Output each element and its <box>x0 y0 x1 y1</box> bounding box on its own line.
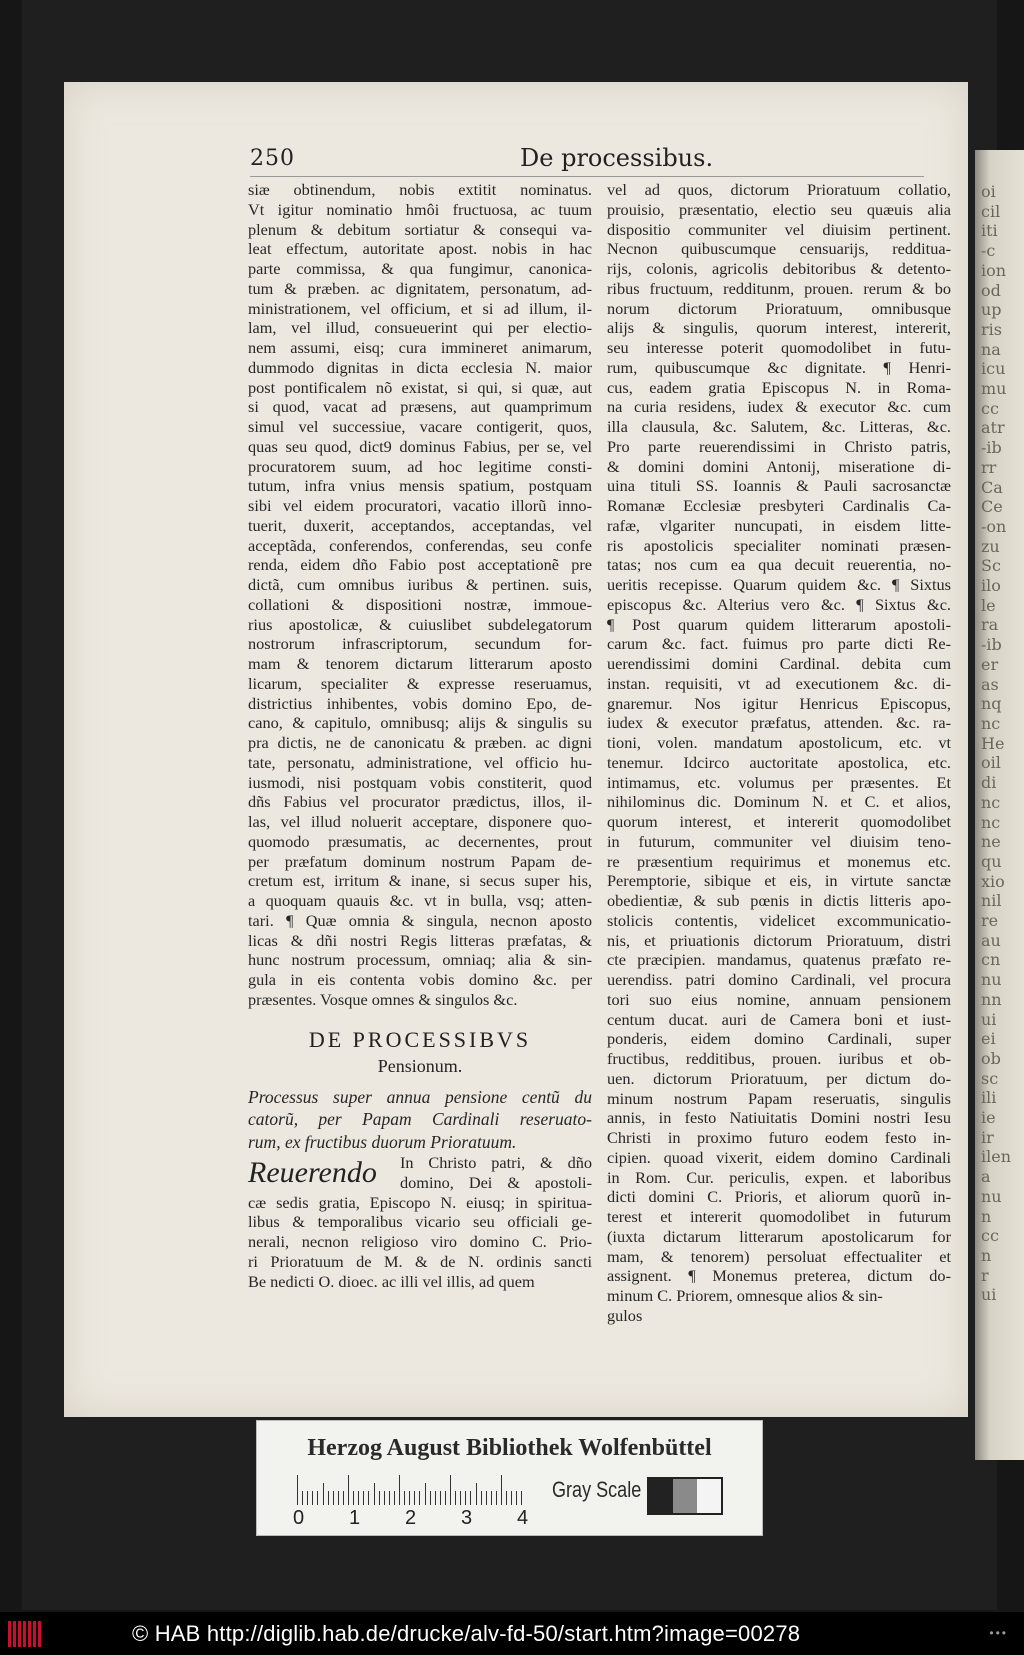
text-line: dummodo dignitas in dicta ecclesia N. maior <box>248 357 592 377</box>
ruler-tick <box>333 1491 334 1505</box>
ruler-tick <box>521 1491 522 1505</box>
facing-page-fragment: ne <box>981 832 1001 852</box>
ruler-tick <box>363 1491 364 1505</box>
ruler-tick <box>481 1491 482 1505</box>
left-text-column <box>248 180 592 1291</box>
facing-page-fragment: Ca <box>981 477 1003 497</box>
text-line: tioni, volen. mandatum apostolicum, etc. vt <box>607 733 951 752</box>
text-line: centum ducat. auri de Camera boni et iust- <box>607 1009 951 1029</box>
facing-page-fragment: up <box>981 300 1002 320</box>
text-line: na curia residens, iudex & executor &c. cum <box>607 397 951 417</box>
color-calibration-card <box>256 1420 763 1536</box>
ruler-tick <box>440 1491 441 1505</box>
ruler-tick <box>491 1491 492 1505</box>
text-line: ris apostolicis specialiter nominati præsen- <box>607 535 951 555</box>
facing-page-fragment: -c <box>981 241 996 261</box>
facing-page-fragment: as <box>981 674 999 694</box>
logo-bar <box>8 1621 11 1647</box>
text-line: & domini domini Antonij, miseratione di- <box>607 456 951 476</box>
text-line: cæ sedis gratia, Episcopo N. eiusq; in spiritua- <box>248 1192 592 1212</box>
drop-word-block <box>248 1153 592 1193</box>
text-line: nis, et priuationis dictorum Prioratuum, distri <box>607 930 951 950</box>
text-line: prouisio, præsentatio, electio seu quæuis alia <box>607 199 951 219</box>
ruler-tick <box>338 1491 339 1505</box>
ruler-tick <box>476 1483 477 1505</box>
facing-page-fragment: mu <box>981 379 1007 399</box>
facing-page-fragment: r <box>981 1265 989 1285</box>
text-line: gnaremur. Nos igitur Henricus Episcopus, <box>607 693 951 713</box>
text-line: tuerit, duxerit, acceptandos, acceptandas, vel <box>248 515 592 535</box>
text-line: post pontificalem nõ existat, si qui, si quæ, aut <box>248 377 592 397</box>
facing-page-fragment: ob <box>981 1048 1001 1068</box>
text-line: vel ad quos, dictorum Prioratuum collatio, <box>607 180 951 199</box>
facing-page-fragment: n <box>981 1206 992 1226</box>
text-line: Vt igitur nominatio hmôi fructuosa, ac tuum <box>248 199 592 219</box>
text-line: nem assumi, eisq; cura immineret animarum, <box>248 338 592 357</box>
facing-page-fragment: qu <box>981 851 1002 871</box>
facing-page-fragment: nil <box>981 891 1002 911</box>
facing-page-fragment: He <box>981 733 1005 753</box>
facing-page-fragment: cil <box>981 201 1001 221</box>
scale-ruler <box>297 1475 527 1505</box>
text-line: leat effectum, autoritate apost. nobis in hac <box>248 239 592 259</box>
text-line: tutum, infra vnius mensis spatium, postquam <box>248 476 592 496</box>
text-line: nihilominus dic. Dominum N. et C. et alios, <box>607 792 951 812</box>
facing-page-fragment: iti <box>981 221 998 241</box>
facing-page-fragment: icu <box>981 359 1006 379</box>
text-line: Peremptorie, sibique et eis, in virtute sanctæ <box>607 871 951 891</box>
text-line: in futurum, communiter vel diuisim teno- <box>607 831 951 851</box>
page-header <box>250 146 924 177</box>
ruler-tick <box>450 1475 451 1505</box>
ruler-tick <box>445 1491 446 1505</box>
text-line: districtius inhibentes, vobis domino Epo, de- <box>248 693 592 713</box>
left-column-body <box>248 180 592 1010</box>
facing-page-fragment: ei <box>981 1029 996 1049</box>
ruler-tick <box>399 1475 400 1505</box>
ruler-tick <box>516 1491 517 1505</box>
text-line: procuratorem suum, ad hoc legitime consti- <box>248 456 592 476</box>
ruler-tick <box>353 1491 354 1505</box>
facing-page-fragment: atr <box>981 418 1005 438</box>
grayscale-patches <box>647 1477 723 1515</box>
text-line: tatas; nos cum ea qua decuit reuerentia, no- <box>607 555 951 575</box>
text-line: dispositio communiter vel diuisim pertinent. <box>607 219 951 239</box>
text-line: licas & dñi nostri Regis litteras præfatas, & <box>248 930 592 950</box>
facing-page-fragment: nu <box>981 1186 1002 1206</box>
text-line: Be nedicti O. dioec. ac illi vel illis, ad quem <box>248 1271 535 1291</box>
text-line: quomodo præsumatis, ac decernentes, prout <box>248 831 592 851</box>
ruler-tick <box>348 1475 349 1505</box>
facing-page-fragment: ion <box>981 260 1007 280</box>
facing-page-fragment: ui <box>981 1285 997 1305</box>
text-line: Christi in proximo futuro eodem festo in- <box>607 1128 951 1147</box>
facing-page-fragment: zu <box>981 536 1000 556</box>
text-line: tenemur. Idcirco auctoritate apostolica, etc. <box>607 752 951 772</box>
left-column-tail <box>248 1193 592 1292</box>
facing-page-fragment: a <box>981 1167 991 1187</box>
text-line: rafæ, vlgariter nuncupati, in eisdem litte- <box>607 515 951 535</box>
text-line: domino, Dei & apostoli- <box>400 1172 592 1192</box>
text-line: instan. requisiti, vt ad executionem &c. di- <box>607 673 951 693</box>
text-line: Romanæ Ecclesiæ presbyteri Cardinalis Ca- <box>607 496 951 515</box>
text-line: In Christo patri, & dño <box>400 1153 592 1172</box>
facing-page-fragment: ris <box>981 319 1002 339</box>
ruler-tick <box>384 1491 385 1505</box>
ruler-tick <box>389 1491 390 1505</box>
facing-page-fragment: re <box>981 911 999 931</box>
text-line: illa clausula, &c. Salutem, &c. Litteras, &c. <box>607 417 951 436</box>
hab-logo-icon <box>8 1621 44 1647</box>
facing-page-fragment: nc <box>981 812 1001 832</box>
logo-bar <box>18 1621 21 1647</box>
ruler-tick <box>419 1491 420 1505</box>
facing-page-fragment: cc <box>981 398 999 418</box>
text-line: acceptãda, conferendos, conferendas, seu confe <box>248 535 592 555</box>
text-line: si quod, vacat ad præsens, aut quamprimum <box>248 397 592 417</box>
footer-bar <box>0 1612 1024 1655</box>
facing-page-fragment: ir <box>981 1127 994 1147</box>
ruler-number: 1 <box>349 1507 361 1529</box>
text-line: quorum interest, et intererit quomodolibet <box>607 812 951 831</box>
ruler-tick <box>465 1491 466 1505</box>
logo-bar <box>13 1621 16 1647</box>
text-line: Pro parte reuerendissimi in Christo patris, <box>607 436 951 456</box>
text-line: nerali, necnon religioso viro domino C. Prio- <box>248 1232 592 1251</box>
text-line: rijs, colonis, agricolis debitoribus & detento- <box>607 259 951 278</box>
text-line: tori suo eius nomine, annuam pensionem <box>607 989 951 1009</box>
gray-patch <box>649 1479 673 1513</box>
text-line: tari. ¶ Quæ omnia & singula, necnon aposto <box>248 910 592 930</box>
text-line: rum, quibuscumque &c dignitate. ¶ Henri- <box>607 357 951 377</box>
text-line: iusmodi, nisi postquam vobis constiterit, quod <box>248 772 592 792</box>
menu-dots-icon[interactable]: ••• <box>989 1626 1008 1640</box>
text-line: minum C. Priorem, omnesque alios & sin- <box>607 1286 883 1305</box>
text-line: minum nostrum Papam reseruatis, singulis <box>607 1088 951 1108</box>
ruler-tick <box>307 1491 308 1505</box>
facing-page-fragments <box>975 150 1024 1305</box>
right-column-body <box>607 180 951 1306</box>
text-line: alijs & singulis, quorum interest, intererit, <box>607 318 951 338</box>
facing-page-fragment: oi <box>981 182 996 201</box>
ruler-tick <box>358 1491 359 1505</box>
text-line: uen. dictorum Prioratuum, per dictum do- <box>607 1068 951 1088</box>
facing-page-fragment: ilen <box>981 1147 1012 1167</box>
page-number: 250 <box>250 146 295 171</box>
text-line: ribus fructuum, redditunm, prouen. rerum & bo <box>607 278 951 298</box>
ruler-tick <box>312 1491 313 1505</box>
footer-copyright-url[interactable]: © HAB http://diglib.hab.de/drucke/alv-fd-50/start.htm?image=00278 <box>132 1621 801 1646</box>
italic-heading-line: Processus super annua pensione centũ du <box>248 1086 592 1107</box>
ruler-tick <box>414 1491 415 1505</box>
facing-page-fragment: nn <box>981 989 1002 1009</box>
ruler-tick <box>496 1491 497 1505</box>
italic-heading-line: rum, ex fructibus duorum Prioratuum. <box>248 1131 517 1152</box>
text-line: ponderis, eidem domino Cardinali, super <box>607 1029 951 1049</box>
ruler-tick <box>404 1491 405 1505</box>
facing-page-fragment: nq <box>981 694 1002 714</box>
text-line: præsentes. Vosque omnes & singulos &c. <box>248 989 518 1009</box>
text-line: lam, vel illud, consueuerint qui per electio- <box>248 318 592 338</box>
text-line: renda, eidem dño Fabio post acceptationẽ pre <box>248 555 592 575</box>
text-line: mam & tenorem dictarum litterarum aposto <box>248 654 592 673</box>
text-line: gula in eis contenta vobis domino &c. per <box>248 970 592 989</box>
text-line: seu interesse poterit quomodolibet in futu- <box>607 338 951 357</box>
running-title: De processibus. <box>520 144 714 172</box>
ruler-tick <box>425 1483 426 1505</box>
text-line: cretum est, irritum & inane, si secus super his, <box>248 871 592 891</box>
ruler-tick <box>323 1483 324 1505</box>
facing-page-fragment: ili <box>981 1088 997 1108</box>
text-line: annis, in festo Natiuitatis Domini nostri Iesu <box>607 1108 951 1128</box>
ruler-tick <box>430 1491 431 1505</box>
facing-page-fragment: sc <box>981 1068 999 1088</box>
logo-bar <box>28 1621 31 1647</box>
text-line: fructibus, redditibus, prouen. iuribus et ob- <box>607 1049 951 1068</box>
ruler-tick <box>394 1491 395 1505</box>
facing-page-fragment: le <box>981 595 996 615</box>
text-line: mam, & tenorem) persoluat effectualiter et <box>607 1246 951 1266</box>
facing-page-fragment: ilo <box>981 576 1001 596</box>
text-line: pra dictis, ne de canonicatu & præben. ac digni <box>248 733 592 752</box>
facing-page-fragment: oil <box>981 753 1001 773</box>
facing-page-fragment: nu <box>981 970 1002 990</box>
text-line: intimamus, etc. volumus per præsentes. Et <box>607 772 951 792</box>
right-text-column <box>607 180 951 1326</box>
facing-page-fragment: od <box>981 280 1001 300</box>
facing-page-fragment: xio <box>981 871 1005 891</box>
section-title: DE PROCESSIBVS <box>308 1026 532 1052</box>
ruler-tick <box>317 1491 318 1505</box>
facing-page-fragment: nc <box>981 792 1001 812</box>
ruler-numbers <box>293 1507 553 1529</box>
facing-page-fragment: di <box>981 773 997 793</box>
facing-page-fragment: rr <box>981 457 997 477</box>
ruler-tick <box>409 1491 410 1505</box>
text-line: terest et intererit quomodolibet in futurum <box>607 1207 951 1226</box>
gray-patch <box>697 1479 721 1513</box>
text-line: in Rom. Cur. periculis, expen. et laboribus <box>607 1167 951 1187</box>
text-line: simul vel successiue, vacare contigerit, quos, <box>248 417 592 436</box>
text-line: sibi vel eidem procuratori, vacatio illorũ inno- <box>248 496 592 515</box>
gray-patch <box>673 1479 697 1513</box>
ruler-tick <box>328 1491 329 1505</box>
facing-page-fragment: cn <box>981 950 1001 970</box>
book-page <box>64 82 968 1417</box>
facing-page-fragment: n <box>981 1245 992 1265</box>
facing-page-fragment: nc <box>981 713 1001 733</box>
italic-heading-line: catorũ, per Papam Cardinali reseruato- <box>248 1109 592 1129</box>
grayscale-label: Gray Scale <box>552 1477 642 1502</box>
text-line: episcopus &c. Alterius vero &c. ¶ Sixtus &c. <box>607 594 951 614</box>
section-subtitle: Pensionum. <box>377 1055 463 1076</box>
logo-bar <box>23 1621 26 1647</box>
ruler-number: 0 <box>293 1507 305 1529</box>
text-line: ¶ Post quarum quidem litterarum apostoli- <box>607 614 951 634</box>
facing-page-fragment: Ce <box>981 497 1003 517</box>
text-line: a quoquam quauis &c. vt in bulla, vsq; atten- <box>248 891 592 910</box>
text-line: cipien. quoad vixerit, eidem domino Cardinali <box>607 1147 951 1167</box>
text-line: Necnon quibuscumque censuarijs, redditua- <box>607 239 951 259</box>
ruler-tick <box>343 1491 344 1505</box>
text-line: nostrorum infrascriptorum, secundum for- <box>248 634 592 654</box>
facing-page-fragment: na <box>981 339 1001 359</box>
logo-bar <box>33 1621 36 1647</box>
ruler-number: 2 <box>405 1507 417 1529</box>
ruler-tick <box>302 1491 303 1505</box>
text-line: las, vel illud noluerit acceptare, disponere quo- <box>248 812 592 831</box>
text-line: assignent. ¶ Monemus preterea, dictum do- <box>607 1266 951 1286</box>
ruler-tick <box>501 1475 502 1505</box>
text-line: quas seu quod, dict9 dominus Fabius, per se, vel <box>248 436 592 456</box>
text-line: obedientiæ, & sub pœnis in dictis litteris apo- <box>607 891 951 910</box>
text-line: uina tituli SS. Ioannis & Pauli sacrosanctæ <box>607 476 951 496</box>
ruler-tick <box>368 1491 369 1505</box>
ruler-number: 4 <box>517 1507 529 1529</box>
text-line: tate, personatu, administratione, vel officio hu- <box>248 752 592 772</box>
facing-page-edge <box>975 150 1024 1460</box>
text-line: rius apostolicæ, & cuiuslibet subdelegatorum <box>248 614 592 634</box>
ruler-number: 3 <box>461 1507 473 1529</box>
facing-page-fragment: au <box>981 930 1001 950</box>
ruler-tick <box>486 1491 487 1505</box>
ruler-tick <box>511 1491 512 1505</box>
text-line: carum &c. fact. fuimus pro parte dicti Re- <box>607 634 951 654</box>
text-line: ri Prioratuum de M. & de N. ordinis sancti <box>248 1251 592 1271</box>
text-line: libus & temporalibus vicario seu officiali ge- <box>248 1212 592 1232</box>
text-line: dñs Fabius vel procurator prædictus, illos, il- <box>248 792 592 812</box>
text-line: cano, & capitulo, omnibusq; alijs & singulis su <box>248 713 592 733</box>
facing-page-fragment: er <box>981 654 999 674</box>
text-line: uerendissimi domini Cardinal. debita cum <box>607 654 951 673</box>
ruler-tick <box>506 1491 507 1505</box>
text-line: ueritis recepisse. Quarum quidem &c. ¶ Sixtus <box>607 575 951 594</box>
text-line: dictã, cum omnibus iuribus & pertinen. suis, <box>248 575 592 594</box>
ruler-tick <box>455 1491 456 1505</box>
ruler-tick <box>297 1475 298 1505</box>
ruler-tick <box>435 1491 436 1505</box>
facing-page-fragment: ie <box>981 1108 996 1128</box>
facing-page-fragment: -on <box>981 516 1007 536</box>
library-name: Herzog August Bibliothek Wolfenbüttel <box>307 1435 712 1461</box>
text-line: siæ obtinendum, nobis extitit nominatus. <box>248 180 592 199</box>
ruler-tick <box>379 1491 380 1505</box>
facing-page-fragment: Sc <box>981 556 1001 576</box>
logo-bar <box>38 1621 41 1647</box>
text-line: parte commissa, & qua fungimur, canonica- <box>248 259 592 278</box>
text-line: hunc nostrum processum, omniaq; alia & sin- <box>248 950 592 970</box>
text-line: stolicis contentis, videlicet excommunicatio- <box>607 910 951 930</box>
text-line: cte præcipien. mandamus, quatenus præfato re- <box>607 950 951 970</box>
text-line: re præsentium requirimus et monemus etc. <box>607 851 951 871</box>
facing-page-fragment: -ib <box>981 438 1002 458</box>
drop-word: Reuerendo <box>248 1156 377 1189</box>
facing-page-fragment: -ib <box>981 635 1002 655</box>
text-line: collationi & dispositioni nostræ, immoue- <box>248 594 592 614</box>
facing-page-fragment: cc <box>981 1226 999 1246</box>
ruler-tick <box>470 1491 471 1505</box>
ruler-tick <box>460 1491 461 1505</box>
text-line: uerendiss. patri domino Cardinali, vel procura <box>607 970 951 989</box>
text-line: plenum & debitum sortiatur & consequi va- <box>248 219 592 239</box>
text-line: dicti domini C. Prioris, et aliorum quorũ in- <box>607 1187 951 1207</box>
facing-page-fragment: ra <box>981 615 999 635</box>
text-line: per præfatum dominum nostrum Papam de- <box>248 851 592 871</box>
text-line: norum dictorum Prioratuum, omnibusque <box>607 298 951 318</box>
text-line: cus, eadem gratia Episcopus N. in Roma- <box>607 377 951 397</box>
text-line: (iuxta dictarum litterarum apostolicarum for <box>607 1226 951 1246</box>
text-line: tum & præben. ac dignitatem, personatum, ad- <box>248 278 592 298</box>
text-line: iudex & executor præfatus, attenden. &c. ra- <box>607 713 951 733</box>
text-line: ministrationem, vel officium, et si ad illum, il- <box>248 298 592 318</box>
section-heading <box>248 1026 592 1078</box>
italic-heading <box>248 1086 592 1154</box>
facing-page-fragment: ui <box>981 1009 997 1029</box>
text-line: licarum, specialiter & expresse reseruamus, <box>248 673 592 693</box>
catchword: gulos <box>607 1305 643 1325</box>
ruler-tick <box>374 1483 375 1505</box>
